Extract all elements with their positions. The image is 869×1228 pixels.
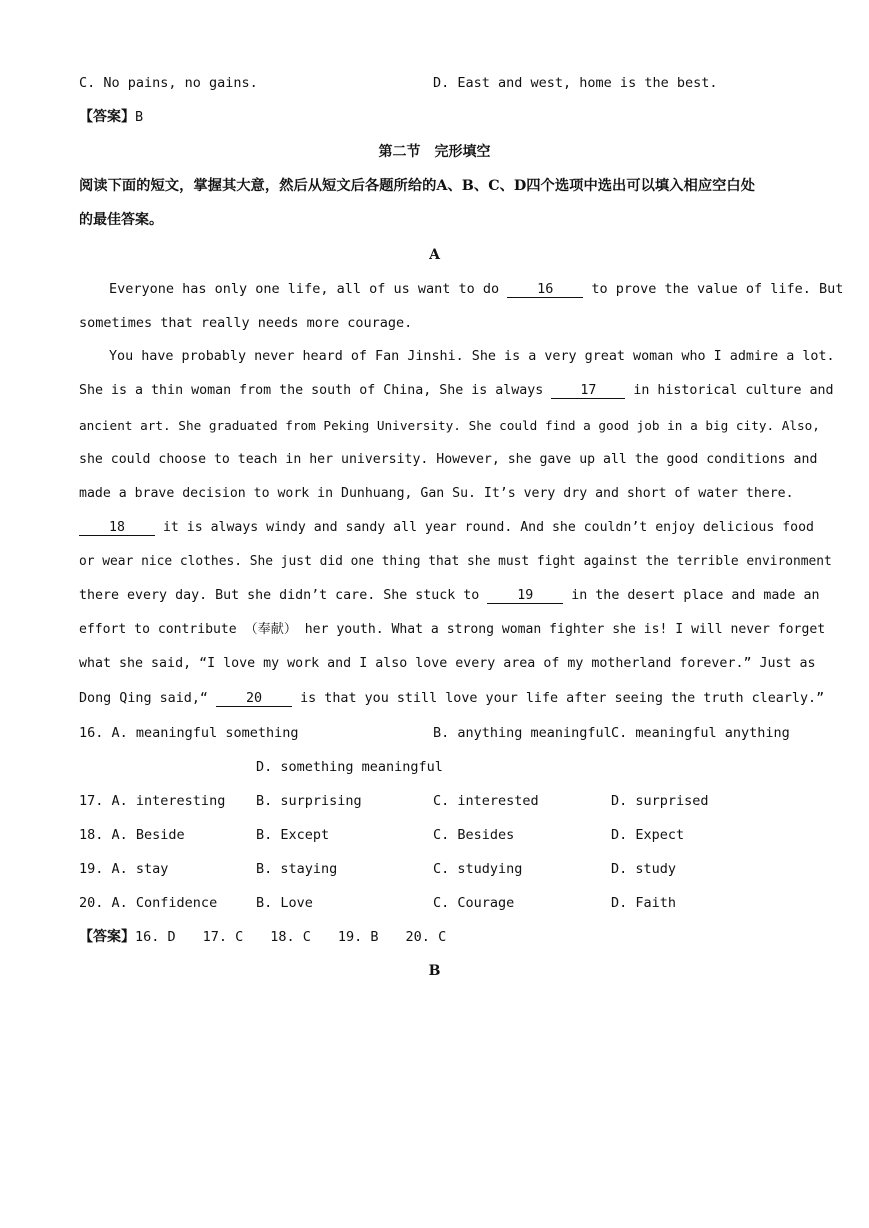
- passage-line: there every day. But she didn’t care. She stuck to 19 in the desert place and made an: [79, 588, 820, 603]
- passage-line: Everyone has only one life, all of us want to do 16 to prove the value of life. But: [109, 281, 844, 297]
- option-c: C. studying: [433, 861, 523, 877]
- option-c: C. interested: [433, 793, 539, 809]
- section-title: 第二节 完形填空: [378, 144, 491, 160]
- passage-line: 18 it is always windy and sandy all year round. And she couldn’t enjoy delicious food: [79, 519, 814, 537]
- blank-16: 16: [507, 282, 583, 298]
- option-c: C. Courage: [433, 895, 515, 911]
- passage-line: or wear nice clothes. She just did one thing that she must fight against the terrible environment: [79, 554, 832, 569]
- blank-18: 18: [79, 520, 155, 536]
- question-row: 17. A. interesting: [79, 793, 226, 809]
- passage-line: Dong Qing said,“ 20 is that you still love your life after seeing the truth clearly.”: [79, 691, 825, 706]
- passage-a-label: A: [429, 247, 440, 263]
- blank-19: 19: [487, 588, 563, 604]
- passage-line: She is a thin woman from the south of China, She is always 17 in historical culture and: [79, 383, 834, 398]
- passage-line: made a brave decision to work in Dunhuang, Gan Su. It’s very dry and short of water there.: [79, 486, 794, 501]
- question-row: 19. A. stay: [79, 861, 169, 877]
- blank-20: 20: [216, 691, 292, 707]
- instruction-line-2: 的最佳答案。: [79, 212, 163, 228]
- passage-line: You have probably never heard of Fan Jinshi. She is a very great woman who I admire a lot.: [109, 349, 835, 364]
- passage-line: what she said, “I love my work and I also love every area of my motherland forever.” Just as: [79, 656, 816, 671]
- question-row: 18. A. Beside: [79, 827, 185, 843]
- passage-line: effort to contribute （奉献） her youth. What a strong woman fighter she is! I will never forget: [79, 622, 826, 637]
- answer-values: 16. D 17. C 18. C 19. B 20. C: [135, 929, 447, 945]
- option-d: D. something meaningful: [256, 759, 443, 775]
- option-c: C. Besides: [433, 827, 515, 843]
- passage-line: she could choose to teach in her university. However, she gave up all the good conditions and: [79, 452, 818, 467]
- passage-line: ancient art. She graduated from Peking University. She could find a good job in a big city. Also,: [79, 418, 820, 433]
- option-b: B. Love: [256, 895, 313, 911]
- option-b: B. Except: [256, 827, 330, 843]
- option-b: B. anything meaningful: [433, 725, 612, 741]
- option-b: B. surprising: [256, 793, 362, 809]
- option-d: D. study: [611, 861, 677, 877]
- question-row: 16. A. meaningful something: [79, 725, 299, 741]
- question-row: 20. A. Confidence: [79, 895, 218, 911]
- prev-option-c: C. No pains, no gains.: [79, 75, 258, 91]
- option-c: C. meaningful anything: [611, 725, 790, 741]
- passage-line: sometimes that really needs more courage.: [79, 315, 413, 331]
- prev-option-d: D. East and west, home is the best.: [433, 75, 718, 91]
- option-d: D. Faith: [611, 895, 677, 911]
- answer-label: 【答案】: [79, 109, 135, 125]
- option-d: D. surprised: [611, 793, 709, 809]
- answer-label: 【答案】: [79, 929, 135, 945]
- answer-value: B: [135, 109, 144, 125]
- passage-b-label: B: [428, 963, 441, 979]
- option-b: B. staying: [256, 861, 338, 877]
- option-d: D. Expect: [611, 827, 685, 843]
- blank-17: 17: [551, 383, 625, 399]
- instruction-line-1: 阅读下面的短文，掌握其大意，然后从短文后各题所给的A、B、C、D四个选项中选出可以填入相应空白处: [79, 178, 756, 194]
- prev-answer: [79, 108, 143, 126]
- answer-key: [79, 928, 446, 946]
